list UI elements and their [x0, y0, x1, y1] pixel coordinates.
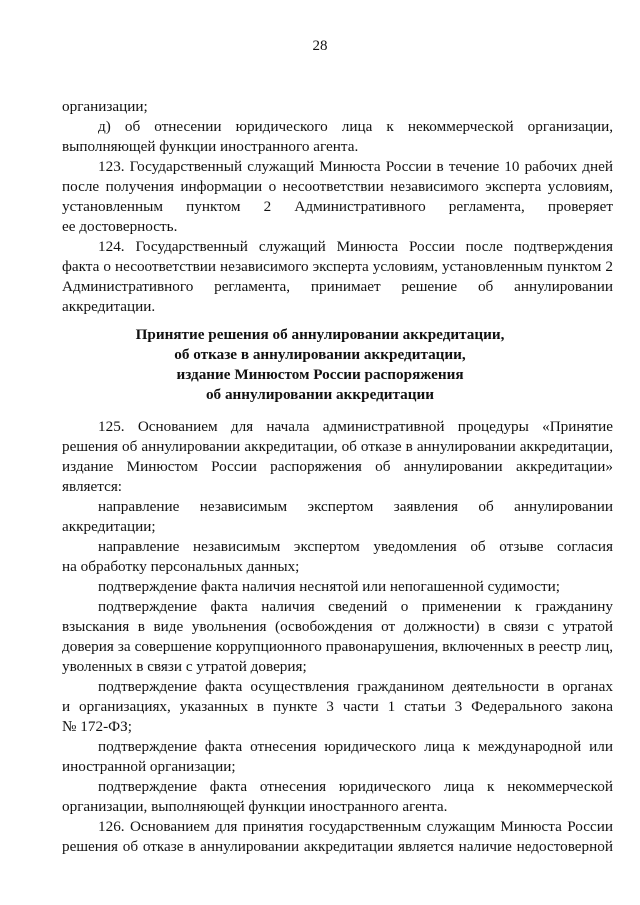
text-line: 123. Государственный служащий Минюста России в течение 10 рабочих дней [98, 158, 613, 175]
text-line: организации; [62, 98, 148, 115]
text-line: 125. Основанием для начала административной процедуры «Принятие [98, 418, 613, 435]
text-line: направление независимым экспертом уведомления об отзыве согласия [98, 538, 613, 555]
text-line: 124. Государственный служащий Минюста России после подтверждения [98, 238, 613, 255]
text-line: 126. Основанием для принятия государственным служащим Минюста России [98, 818, 613, 835]
text-line: факта о несоответствии независимого эксперта условиям, установленным пунктом 2 [62, 258, 613, 275]
text-line: подтверждение факта отнесения юридического лица к международной или [98, 738, 613, 755]
text-line: иностранной организации; [62, 758, 236, 775]
text-line: установленным пунктом 2 Административного регламента, проверяет [62, 198, 613, 215]
text-line: ее достоверность. [62, 218, 178, 235]
text-line: аккредитации. [62, 298, 156, 315]
text-line: № 172-ФЗ; [62, 718, 132, 735]
text-line: решения об отказе в аннулировании аккредитации является наличие недостоверной [62, 838, 613, 855]
heading-line: об отказе в аннулировании аккредитации, [174, 346, 466, 363]
text-line: подтверждение факта наличия неснятой или непогашенной судимости; [98, 578, 560, 595]
text-line: после получения информации о несоответствии независимого эксперта условиям, [62, 178, 613, 195]
page-number: 28 [312, 38, 328, 54]
text-line: выполняющей функции иностранного агента. [62, 138, 359, 155]
text-line: направление независимым экспертом заявления об аннулировании [98, 498, 613, 515]
text-line: является: [62, 478, 123, 495]
text-line: подтверждение факта отнесения юридического лица к некоммерческой [98, 778, 613, 795]
text-line: подтверждение факта осуществления гражданином деятельности в органах [98, 678, 613, 695]
text-line: Административного регламента, принимает решение об аннулировании [62, 278, 613, 295]
text-line: решения об аннулировании аккредитации, об отказе в аннулировании аккредитации, [62, 438, 613, 455]
text-line: уволенных в связи с утратой доверия; [62, 658, 307, 675]
text-line: на обработку персональных данных; [62, 558, 300, 575]
heading-line: Принятие решения об аннулировании аккредитации, [135, 326, 505, 343]
text-line: организации, выполняющей функции иностранного агента. [62, 798, 448, 815]
text-line: издание Минюстом России распоряжения об аннулировании аккредитации» [62, 458, 613, 475]
text-line: подтверждение факта наличия сведений о применении к гражданину [98, 598, 613, 615]
heading-line: об аннулировании аккредитации [205, 386, 435, 403]
text-line: и организациях, указанных в пункте 3 части 1 статьи 3 Федерального закона [62, 698, 613, 715]
heading-line: издание Минюстом России распоряжения [176, 366, 464, 383]
text-line: д) об отнесении юридического лица к некоммерческой организации, [98, 118, 613, 135]
text-line: взыскания в виде увольнения (освобождения от должности) в связи с утратой [62, 618, 613, 635]
text-line: доверия за совершение коррупционного правонарушения, включенных в реестр лиц, [62, 638, 613, 655]
text-line: аккредитации; [62, 518, 156, 535]
